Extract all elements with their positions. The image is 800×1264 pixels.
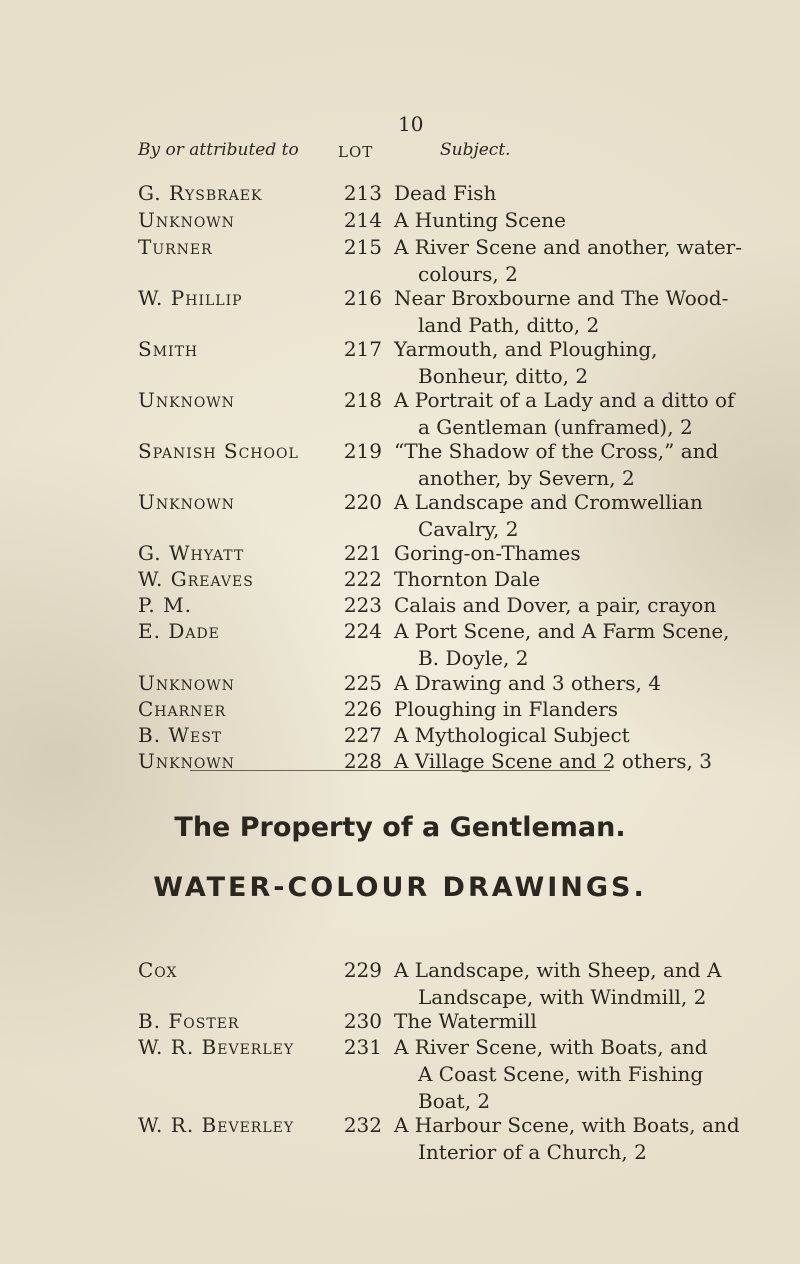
lot-subject [394, 722, 764, 749]
lot-number: 219 [343, 439, 382, 463]
lot-number: 222 [343, 567, 382, 591]
column-header-subject: Subject. [440, 140, 511, 160]
lot-subject-line: A Drawing and 3 others, 4 [394, 671, 661, 695]
lot-subject-line: colours, 2 [418, 262, 518, 286]
lot-number: 217 [343, 337, 382, 361]
lot-subject [394, 1008, 764, 1035]
lot-subject-line: A River Scene and another, water- [394, 235, 742, 259]
lot-artist: G. Whyatt [138, 541, 245, 565]
lot-artist: W. R. Beverley [138, 1035, 295, 1059]
lot-subject-line: a Gentleman (unframed), 2 [418, 415, 693, 439]
lot-artist: G. Rysbraek [138, 181, 263, 205]
lot-number: 232 [343, 1113, 382, 1137]
lot-subject [394, 1112, 764, 1166]
lot-artist: Unknown [138, 671, 235, 695]
section-title: The Property of a Gentleman. [174, 812, 626, 843]
lot-subject-line: A Hunting Scene [394, 208, 566, 232]
lot-subject-line: A Mythological Subject [394, 723, 630, 747]
lot-subject-line: Boat, 2 [418, 1089, 491, 1113]
lot-subject-line: A Harbour Scene, with Boats, and [394, 1113, 740, 1137]
lot-number: 231 [343, 1035, 382, 1059]
lot-subject-line: Bonheur, ditto, 2 [418, 364, 589, 388]
lot-subject-line: Dead Fish [394, 181, 497, 205]
lot-subject [394, 207, 764, 234]
lot-subject-line: another, by Severn, 2 [418, 466, 635, 490]
lot-subject [394, 592, 764, 619]
lot-number: 221 [343, 541, 382, 565]
lot-number: 224 [343, 619, 382, 643]
lot-subject [394, 618, 764, 672]
lot-artist: P. M. [138, 593, 192, 617]
lot-artist: W. R. Beverley [138, 1113, 295, 1137]
lot-subject-line: Ploughing in Flanders [394, 697, 619, 721]
section-divider [190, 770, 610, 771]
lot-subject-line: The Watermill [394, 1009, 537, 1033]
lot-number: 226 [343, 697, 382, 721]
lot-subject [394, 1034, 764, 1115]
lot-artist: Cox [138, 958, 178, 982]
lot-subject-line: A Village Scene and 2 others, 3 [394, 749, 712, 773]
lot-subject [394, 234, 764, 288]
lot-artist: Unknown [138, 388, 235, 412]
lot-number: 216 [343, 286, 382, 310]
lot-number: 223 [343, 593, 382, 617]
lot-artist: W. Greaves [138, 567, 254, 591]
lot-subject-line: Cavalry, 2 [418, 517, 519, 541]
lot-number: 227 [343, 723, 382, 747]
column-header-lot: LOT [338, 143, 374, 161]
lot-subject-line: Goring-on-Thames [394, 541, 581, 565]
column-header-artist: By or attributed to [138, 140, 299, 160]
lot-subject [394, 566, 764, 593]
lot-number: 218 [343, 388, 382, 412]
lot-subject [394, 489, 764, 543]
lot-subject-line: A Coast Scene, with Fishing [418, 1062, 704, 1086]
lot-subject-line: A Portrait of a Lady and a ditto of [394, 388, 735, 412]
lot-number: 230 [343, 1009, 382, 1033]
lot-subject [394, 336, 764, 390]
lot-subject-line: Landscape, with Windmill, 2 [418, 985, 707, 1009]
lot-subject [394, 438, 764, 492]
lot-artist: B. West [138, 723, 223, 747]
lot-artist: Charner [138, 697, 227, 721]
lot-subject-line: Thornton Dale [394, 567, 541, 591]
lot-subject [394, 180, 764, 207]
lot-artist: Unknown [138, 749, 235, 773]
lot-artist: Unknown [138, 208, 235, 232]
lot-subject [394, 696, 764, 723]
lot-subject-line: “The Shadow of the Cross,” and [394, 439, 719, 463]
lot-subject-line: Near Broxbourne and The Wood- [394, 286, 729, 310]
lot-artist: Turner [138, 235, 213, 259]
lot-subject [394, 540, 764, 567]
lot-artist: Smith [138, 337, 199, 361]
lot-subject-line: A Landscape and Cromwellian [394, 490, 703, 514]
lot-number: 214 [343, 208, 382, 232]
lot-subject-line: B. Doyle, 2 [418, 646, 529, 670]
lot-subject-line: A Port Scene, and A Farm Scene, [394, 619, 730, 643]
lot-subject-line: Calais and Dover, a pair, crayon [394, 593, 717, 617]
lot-number: 225 [343, 671, 382, 695]
lot-artist: Spanish School [138, 439, 299, 463]
lot-subject-line: A River Scene, with Boats, and [394, 1035, 708, 1059]
lot-number: 213 [343, 181, 382, 205]
lot-subject-line: A Landscape, with Sheep, and A [394, 958, 722, 982]
lot-subject [394, 285, 764, 339]
lot-subject [394, 957, 764, 1011]
lot-artist: B. Foster [138, 1009, 240, 1033]
lot-subject [394, 670, 764, 697]
lot-subject-line: Yarmouth, and Ploughing, [394, 337, 658, 361]
lot-subject [394, 387, 764, 441]
lot-number: 215 [343, 235, 382, 259]
lot-number: 228 [343, 749, 382, 773]
lot-artist: W. Phillip [138, 286, 243, 310]
lot-subject-line: Interior of a Church, 2 [418, 1140, 647, 1164]
lot-subject-line: land Path, ditto, 2 [418, 313, 600, 337]
lot-artist: E. Dade [138, 619, 220, 643]
section-subtitle: WATER-COLOUR DRAWINGS. [153, 872, 647, 903]
lot-number: 220 [343, 490, 382, 514]
lot-number: 229 [343, 958, 382, 982]
lot-artist: Unknown [138, 490, 235, 514]
page-number: 10 [398, 112, 424, 136]
